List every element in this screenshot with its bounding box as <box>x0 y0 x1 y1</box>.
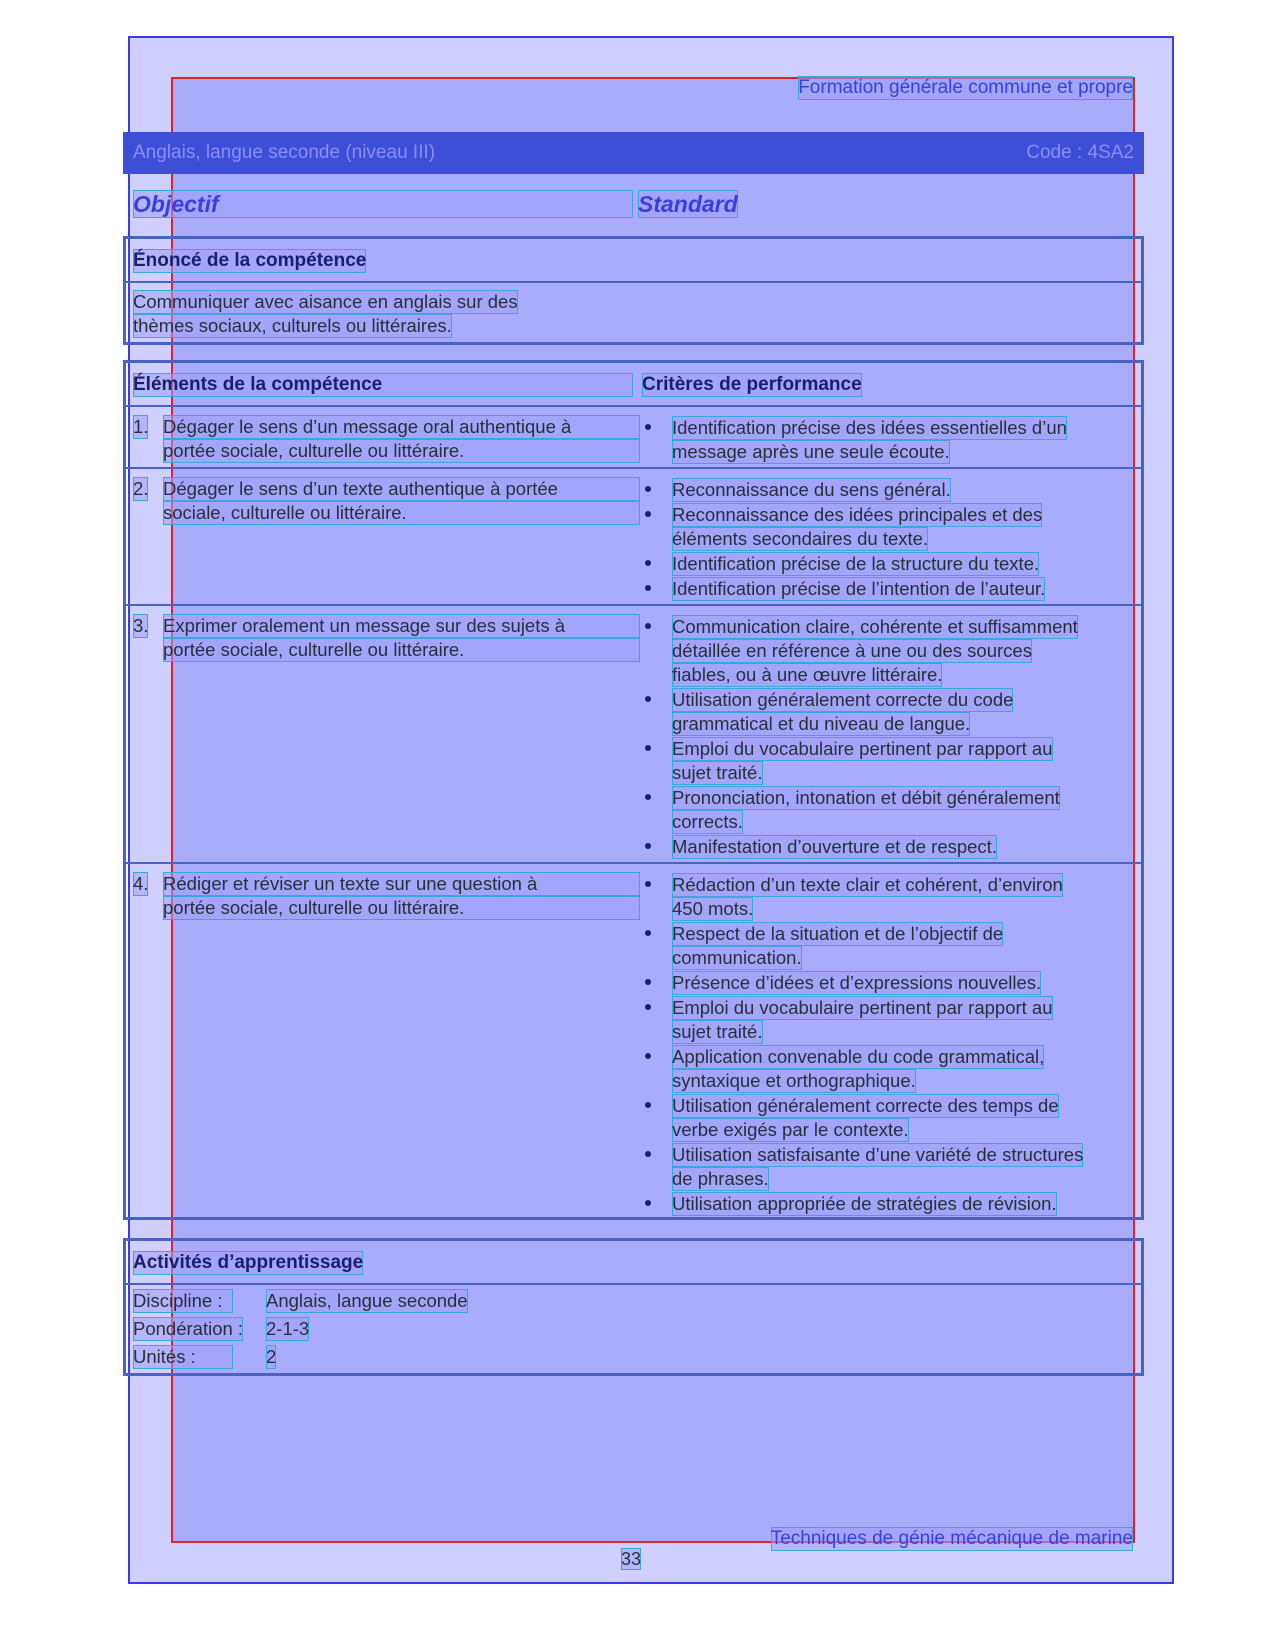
bullet-icon <box>645 560 651 566</box>
element-text: portée sociale, culturelle ou littéraire. <box>163 439 640 463</box>
element-text: Exprimer oralement un message sur des sujets à <box>163 614 640 638</box>
col-elements-heading: Éléments de la compétence <box>133 373 633 397</box>
bullet-icon <box>645 696 651 702</box>
criterion-text: Utilisation généralement correcte des temps de <box>672 1095 1059 1116</box>
bullet-icon <box>645 1200 651 1206</box>
element-number: 3. <box>133 615 149 636</box>
criterion-text: Communication claire, cohérente et suffisamment <box>672 616 1078 637</box>
bullet-icon <box>645 1004 651 1010</box>
bullet-icon <box>645 623 651 629</box>
criterion-text: Rédaction d’un texte clair et cohérent, d’environ <box>672 874 1063 895</box>
bullet-icon <box>645 424 651 430</box>
element-text: sociale, culturelle ou littéraire. <box>163 501 640 525</box>
criterion-text: Emploi du vocabulaire pertinent par rapport au <box>672 738 1053 759</box>
criterion-text: éléments secondaires du texte. <box>672 528 929 549</box>
criterion-text: message après une seule écoute. <box>672 441 950 462</box>
unites-value: 2 <box>266 1346 277 1367</box>
col-criteres-heading: Critères de performance <box>642 374 862 395</box>
element-text: Rédiger et réviser un texte sur une question à <box>163 872 640 896</box>
bullet-icon <box>645 1151 651 1157</box>
enonce-title: Énoncé de la compétence <box>133 250 367 271</box>
criterion-text: Reconnaissance du sens général. <box>672 479 951 500</box>
criterion-text: fiables, ou à une œuvre littéraire. <box>672 664 943 685</box>
course-code: Code : 4SA2 <box>1026 142 1134 163</box>
bullet-icon <box>645 745 651 751</box>
criterion-text: Manifestation d’ouverture et de respect. <box>672 836 997 857</box>
criterion-text: communication. <box>672 947 802 968</box>
bullet-icon <box>645 881 651 887</box>
footer-program-title: Techniques de génie mécanique de marine <box>770 1528 1133 1549</box>
bullet-icon <box>645 486 651 492</box>
criterion-text: Utilisation satisfaisante d’une variété de structures <box>672 1144 1084 1165</box>
ponderation-value: 2-1-3 <box>266 1318 310 1339</box>
criterion-text: corrects. <box>672 811 743 832</box>
criterion-text: Identification précise de l’intention de l’auteur. <box>672 578 1046 599</box>
bullet-icon <box>645 511 651 517</box>
element-text: Dégager le sens d’un message oral authentique à <box>163 415 640 439</box>
bullet-icon <box>645 794 651 800</box>
course-band <box>123 132 1144 174</box>
criterion-text: détaillée en référence à une ou des sources <box>672 640 1032 661</box>
criterion-text: grammatical et du niveau de langue. <box>672 713 971 734</box>
program-title: Formation générale commune et propre <box>798 77 1133 98</box>
bullet-icon <box>645 585 651 591</box>
element-text: portée sociale, culturelle ou littéraire. <box>163 638 640 662</box>
criterion-text: Présence d’idées et d’expressions nouvelles. <box>672 972 1042 993</box>
bullet-icon <box>645 1102 651 1108</box>
bullet-icon <box>645 843 651 849</box>
discipline-label: Discipline : <box>133 1289 233 1313</box>
enonce-line-2: thèmes sociaux, culturels ou littéraires. <box>133 315 452 336</box>
unites-label: Unités : <box>133 1345 233 1369</box>
criterion-text: Utilisation généralement correcte du code <box>672 689 1014 710</box>
activites-title: Activités d’apprentissage <box>133 1252 364 1273</box>
criterion-text: Utilisation appropriée de stratégies de révision. <box>672 1193 1057 1214</box>
element-text: portée sociale, culturelle ou littéraire. <box>163 896 640 920</box>
criterion-text: verbe exigés par le contexte. <box>672 1119 909 1140</box>
element-number: 4. <box>133 873 149 894</box>
bullet-icon <box>645 1053 651 1059</box>
criterion-text: sujet traité. <box>672 1021 763 1042</box>
enonce-line-1: Communiquer avec aisance en anglais sur des <box>133 291 518 312</box>
criterion-text: syntaxique et orthographique. <box>672 1070 916 1091</box>
page-number: 33 <box>621 1549 642 1569</box>
criterion-text: Application convenable du code grammatical, <box>672 1046 1045 1067</box>
discipline-value: Anglais, langue seconde <box>266 1290 468 1311</box>
criterion-text: Prononciation, intonation et débit généralement <box>672 787 1060 808</box>
criterion-text: de phrases. <box>672 1168 769 1189</box>
bullet-icon <box>645 979 651 985</box>
course-name: Anglais, langue seconde (niveau III) <box>133 142 436 163</box>
element-number: 2. <box>133 478 149 499</box>
criterion-text: Reconnaissance des idées principales et des <box>672 504 1043 525</box>
bullet-icon <box>645 930 651 936</box>
criterion-text: Identification précise de la structure du texte. <box>672 553 1040 574</box>
element-text: Dégager le sens d’un texte authentique à portée <box>163 477 640 501</box>
element-number: 1. <box>133 416 149 437</box>
criterion-text: sujet traité. <box>672 762 763 783</box>
criterion-text: 450 mots. <box>672 898 754 919</box>
criterion-text: Respect de la situation et de l’objectif de <box>672 923 1004 944</box>
ponderation-label: Pondération : <box>133 1318 244 1339</box>
criterion-text: Emploi du vocabulaire pertinent par rapport au <box>672 997 1053 1018</box>
criterion-text: Identification précise des idées essentielles d’un <box>672 417 1067 438</box>
standard-heading: Standard <box>638 191 738 217</box>
objectif-heading: Objectif <box>133 190 633 218</box>
